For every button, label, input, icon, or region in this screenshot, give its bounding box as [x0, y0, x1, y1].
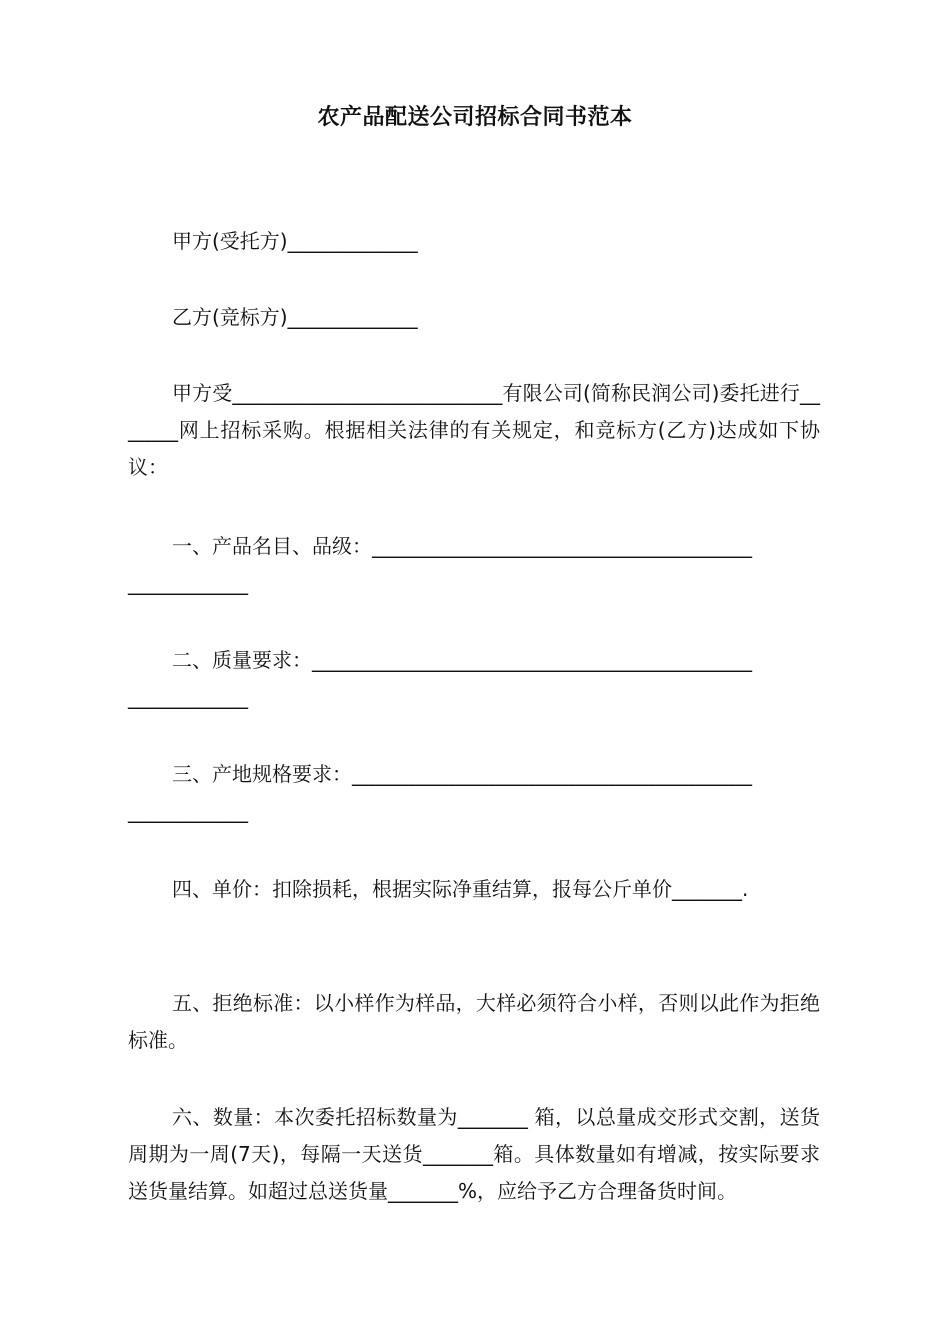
clause-3-text: 三、产地规格要求：________________________________________	[172, 762, 752, 786]
party-b-line: 乙方(竞标方)_____________	[172, 305, 418, 329]
clause-4: 四、单价：扣除损耗，根据实际净重结算，报每公斤单价_______.	[172, 877, 749, 901]
intro-paragraph: 甲方受___________________________有限公司(简称民润公司)委托进行_______网上招标采购。根据相关法律的有关规定，和竞标方(乙方)达成如下协议：	[128, 381, 820, 479]
clause-3	[128, 756, 820, 830]
party-a-line: 甲方(受托方)_____________	[172, 229, 418, 253]
clause-2-tail: ____________	[128, 685, 248, 709]
document-title: 农产品配送公司招标合同书范本	[317, 105, 633, 130]
clause-2-text: 二、质量要求：____________________________________________	[172, 648, 752, 672]
clause-5: 五、拒绝标准：以小样作为样品，大样必须符合小样，否则以此作为拒绝标准。	[128, 991, 820, 1052]
clause-1-tail: ____________	[128, 571, 248, 595]
clause-1-text: 一、产品名目、品级：______________________________________	[172, 534, 752, 558]
clause-6: 六、数量：本次委托招标数量为_______ 箱，以总量成交形式交割，送货周期为一周(7天)，每隔一天送货_______箱。具体数量如有增减，按实际要求送货量结算。如超过总送货量_______%，应给予乙方合理备货时间。	[128, 1105, 820, 1203]
clause-3-tail: ____________	[128, 799, 248, 823]
clause-2	[128, 642, 820, 716]
clause-1	[128, 528, 820, 602]
